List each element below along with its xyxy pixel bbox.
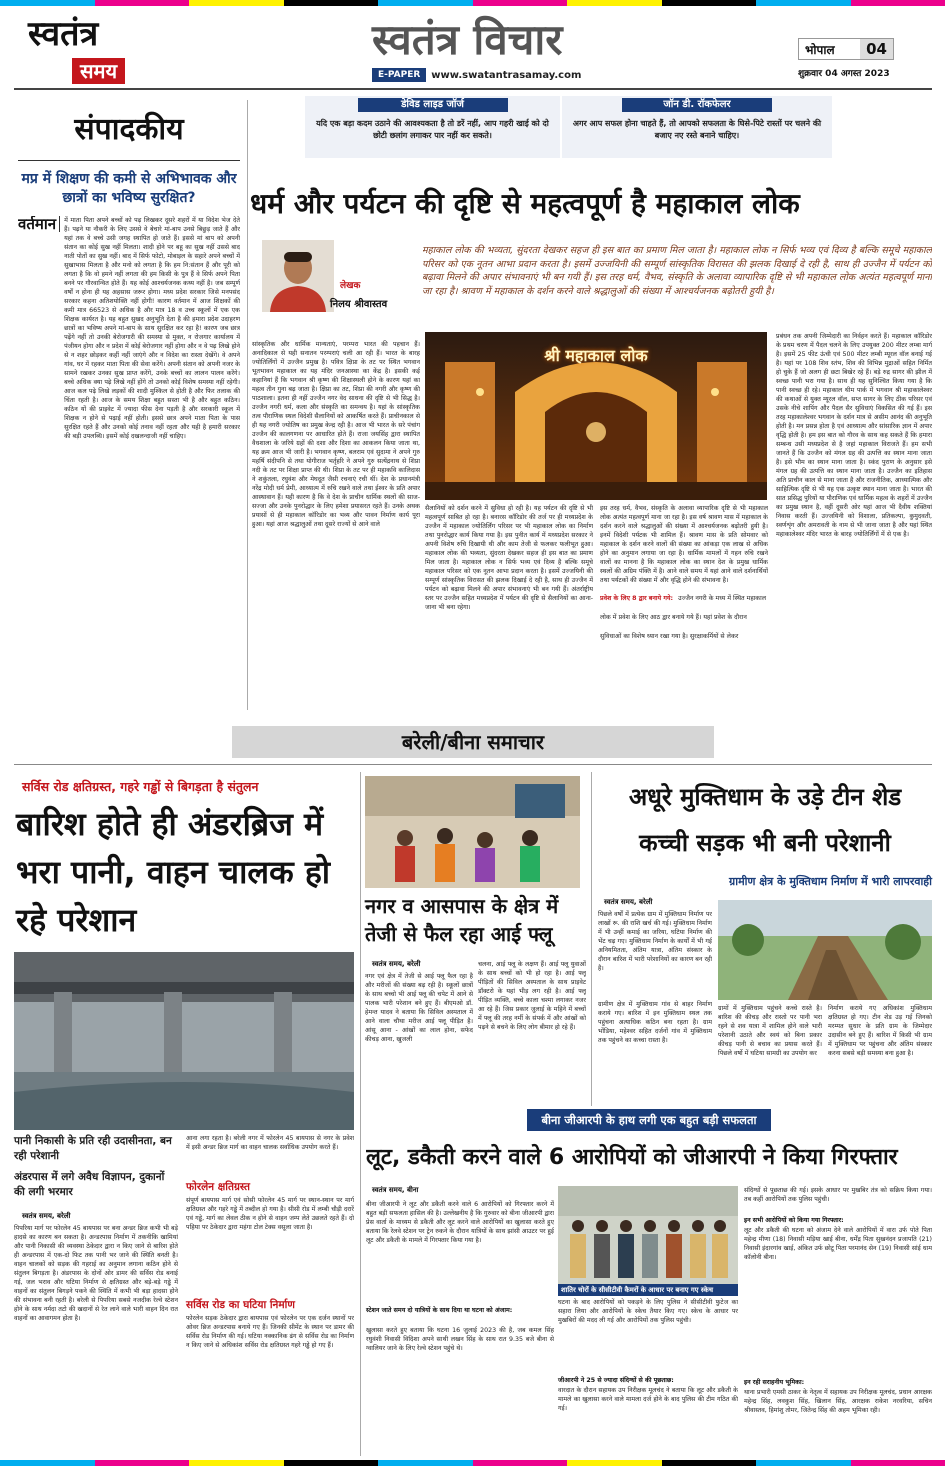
quote-text-1: यदि एक बड़ा कदम उठाने की आवश्यकता है तो डरें नहीं, आप गहरी खाई को दो छोटी छलांग लगाकर पार नहीं कर सकते। [316,119,549,140]
mahakal-photo [425,332,767,500]
lead-col-1: सांस्कृतिक और धार्मिक मान्यताएं, परम्परा भारत की पहचान हैं। अनादिकाल से यही सनातन परम्पराएं चली आ रही हैं। भारत के बारह ज्योतिर्लिंगों में उज्जैन प्रमुख है। पवित्र क्षिप्रा के तट पर स्थित भगवान भूतभावन महाकाल का यह मंदिर जनआस्था का केंद्र है। इसकी कई कहानियां हैं कि भगवान श्री कृष्ण की शिक्षास्थली होने के कारण यहां का महत्व तीन गुना बढ़ जाता है। क्षिप्रा का तट, शिप्रा की नगरी और कृष्ण की पाठशाला। इतना ही नहीं उज्जैन नगर वेद साधना की दृष्टि से भी सिद्ध है। उज्जैन नगरी धर्म, कला और संस्कृति का समन्वय है। यहां के सांस्कृतिक तत्व पौराणिक स्थल विदेशी सैलानियों को आकर्षित करते हैं। प्राचीनकाल से ही यह नगरी ज्योतिष का प्रमुख केन्द्र रही है। आज भी भारत के सरे पंचांग उज्जैन की कालगणना पर आधारित होते हैं। राजा जयसिंह द्वारा स्थापित वैधशाला के जरिये ग्रहों की दशा और दिशा का आकलन किया जाता था, यह क्रम आज भी जारी है। भगवान कृष्ण, बलराम एवं सुदामा ने अपने गुरु महर्षि संदीपनि से तथा योगीराज भर्तृहरि ने अपने गुरु सत्येंद्रनाथ से शिप्रा नदी के तट पर शिक्षा प्राप्त की थी। शिप्रा के तट पर ही महाकवि कालिदास ने शकुंतला, रघुवंश और मेघदूत जैसी रचनाएं रची थीं। देश के प्रधानमंत्री नरेंद्र मोदी धर्म प्रेमी, आध्यात्म में रुचि रखने वाले तथा ईश्वर के प्रति अपार आस्थावान हैं। यही कारण है कि वे देश के प्राचीन धार्मिक स्थलों की साज-सज्जा और उनके पुनरोद्धार के लिए हमेशा प्रयासरत रहते हैं। उनके अथक प्रयासों से ही महाकाल कॉरिडोर का भव्य और पावन निर्माण कार्य पूरा हुआ। यहां आज श्रद्धालुओं तथा दूसरे राज्यों से आने वाले [252,341,420,528]
quote-box-2 [562,96,832,158]
muktidham-byline: स्वतंत्र समय, बरेली [604,898,653,906]
lead-col-2: सैलानियों को दर्शन करने में सुविधा हो रही है। यह पर्यटन की दृष्टि से भी महत्वपूर्ण साबित हो रहा है। बनारस कॉरिडोर की तर्ज पर ही मध्यप्रदेश के उज्जैन में महाकाल ज्योतिर्लिंग परिसर पर भी महाकाल लोक का निर्माण तथा पुनरोद्धार कार्य किया गया है। इस पुनीत कार्य में मध्यप्रदेश सरकार ने अपनी विशेष रुचि दिखायी थी और काम तेजी से फलकर फलीभूत हुआ। महाकाल लोक की भव्यता, सुंदरता देखकर सहज ही इस बात का प्रमाण मिल जाता है। महाकाल लोक न सिर्फ भव्य एवं दिव्य है बल्कि समूचे महाकाल परिसर को एक नूतन आभा प्रदान करता है। इसमें उज्जयिनी की सम्पूर्ण सांस्कृतिक विरासत की झलक दिखाई दे रही है, साथ ही उज्जैन में पर्यटन को बढ़ावा मिलने की अपार संभावनाएं भी बन गयी हैं। अंतर्राष्ट्रीय स्तर पर उज्जैन सहित मध्यप्रदेश में पर्यटन की दृष्टि से सैलानियों का आना-जाना भी बना रहेगा। [425,505,593,611]
muktidham-body-4: निर्माण कराये गए अधिकांश मुक्तिधाम क्षतिग्रस्त हो गए। टीन शेड उड़ गई जिनको मरम्मत सुधार के प्रति ग्राम के जिम्मेदार उदासीन बने हुए हैं। बारिश में किसी भी ग्राम में मुक्तिधाम पर पहुंचना और अंतिम संस्कार करना सबसे बड़ी समस्या बना हुआ है। [828,1005,932,1057]
flooded-underpass-illustration [14,952,354,1130]
registration-strip [0,0,945,6]
muktidham-headline-2: कच्ची सड़क भी बनी परेशानी [639,829,891,857]
muktidham-kicker: ग्रामीण क्षेत्र के मुक्तिधाम निर्माण में भारी लापरवाही [729,875,932,888]
logo[interactable] [28,14,148,86]
editorial-rule [18,160,240,161]
grp-sub-1: स्टेशन जाते समय दो यात्रियों के साथ दिया था घटना को अंजाम: [366,1307,513,1314]
site-url[interactable]: www.swatantrasamay.com [431,69,582,81]
bottom-left-divider [360,772,361,1456]
lead-intro: महाकाल लोक की भव्यता, सुंदरता देखकर सहज ही इस बात का प्रमाण मिल जाता है। महाकाल लोक न सिर्फ भव्य एवं दिव्य है बल्कि समूचे महाकाल परिसर को एक नूतन आभा प्रदान करता है। इसमें उज्जयिनी की सम्पूर्ण सांस्कृतिक विरासत की झलक दिखाई दे रही है, साथ ही उज्जैन में पर्यटन को बढ़ावा मिलने की अपार संभावनाएं भी बन गयी हैं। इस तरह धर्म, वैभव, संस्कृति के अलावा व्यापारिक दृष्टि से भी महाकाल लोक अत्यंत महत्वपूर्ण माना जा रहा है। श्रावण में महाकाल के दर्शन करने वाले श्रद्धालुओं की संख्या में आश्चर्यजनक बढ़ोतरी हुयी है। [422,245,932,297]
masthead-rule [14,88,932,90]
underbridge-side-2: अंडरपास में लगे अवैध विज्ञापन, दुकानों की लगी भरमार [14,1171,165,1198]
writer-portrait-icon [262,240,334,312]
flu-body-2: चलना, आई फ्लू के लक्षण हैं। आई फ्लू युवाओं के साथ बच्चों को भी हो रहा है। आई फ्लू पीड़ितों की सिविल अस्पताल के साथ प्राइवेट डॉक्टरो के यहां भीड़ लग रही है। आई फ्लू पीड़ित व्यक्ति, बच्चे काला चश्मा लगाकर नजर आ रहे हैं। जिस प्रकार जुलाई के महिने में बच्चों में फ्लू की तरह नर्मी के संपर्क में और आंखों को पढ़ने से बचने के लिए लोग बीमार हो रहे हैं। [478,961,586,1031]
lead-headline: धर्म और पर्यटन की दृष्टि से महत्वपूर्ण है महाकाल लोक [250,187,800,220]
underbridge-sub-2: सर्विस रोड का घटिया निर्माण [186,1299,295,1311]
logo-top: स्वतंत्र [28,14,99,54]
edition-box [798,38,894,60]
section-rule [14,764,932,765]
grp-body-2: खुलासा करते हुए बताया कि घटना 16 जुलाई 2023 की है, जब कमल सिंह रघुवंशी निवासी विदिशा अपने साथी लखन सिंह के साथ रात 9.35 बजे बीना से ग्वालियर जाने के लिए रेल्वे स्टेशन पहुंचे थे। [366,1327,554,1352]
underbridge-sub-1: फोरलेन क्षतिग्रस्त [186,1181,250,1193]
quote-author-2: जॉन डी. रॉकफेलर [622,98,772,112]
lead-col-4: प्रबंधन तक अपनी जिम्मेदारी का निर्वहन करते हैं। महाकाल कॉरिडोर के प्रथम चरण में पैदल चलने के लिए उपयुक्त 200 मीटर लम्बा मार्ग है। इसमें 25 फीट ऊंची एवं 500 मीटर लम्बी म्यूरल वॉल बनाई गई है। यहां पर 108 शिव स्तंभ, शिव की विभिन्न मुद्राओं सहित निर्मित हो चुके हैं जो अलग ही छटा बिखेर रहे हैं। बड़े रुद्र सागर की झील में स्वच्छ पानी भरा गया है। साथ ही यह सुनिश्चित किया गया है कि पानी स्वच्छ ही रहे। महाकाल थीम पार्क में भगवान श्री महाकालेश्वर की कथाओं से युक्त म्यूरल वॉल, सप्त सागर के लिए ठीक परिसर एवं उसके नीचे शापिंग और पैदल सैर सुविधाएं विकसित की गई हैं। इस तरह महाकालेश्वर भगवान के दर्शन मात्र से असीम आनंद की अनुभूति होती है। मन प्रसन्न होता है एवं आध्यात्म और सांसारिक ज्ञान में अपार वृद्धि होती है। हम इस बात को गौरव के साथ कह सकते हैं कि हमारा सम्बन्ध उसी मध्यप्रदेश से है जहां महाकाल विराजते हैं। हम सभी जानते हैं कि उज्जैन को मंगल ग्रह की उत्पत्ति का स्थान माना जाता है। इसे भौम का स्थान माना जाता है। स्कंद पुराण के अनुसार इसे मंगल ग्रह की उत्पत्ति का स्थान माना जाता है। उज्जैन का इतिहास अति प्राचीन काल से माना जाता है और राजनीतिक, आध्यात्मिक और साहित्यिक दृष्टि से भी यह एक उत्कृष्ट स्थान माना जाता है। भारत की सात प्रसिद्ध पुरियों या पौराणिक एवं धार्मिक महत्व के शहरों में उज्जैन का प्रमुख स्थान है, वहीं दूसरी ओर यहां आज भी दैवीय शक्तियां निवास करती हैं। उज्जयिनी को विशाला, प्रतिकल्पा, कुमुदवती, स्वर्णशृंग और अमरावती के नाम से भी जाना जाता है और यहां स्थित महाकालेश्वर मंदिर भारत के बारह ज्योतिर्लिंगों में से एक है। [776,333,932,538]
grp-body-6: लूट और डकैती की घटना को अंजाम देने वाले आरोपियों में वारा उर्फ पोते पिता महेन्द्र मीणा (18) निवासी मड़िया खाई बीना, धर्मेंद्र पिता सुखनंदन प्रजापति (21) निवासी इंदारगांव खाई, अंकित उर्फ छोटू पिता परमानंद सेन (19) निवासी सांई धाम कॉलोनी बीना। [744,1227,932,1261]
police-with-accused-illustration [558,1186,738,1284]
grp-body-1: बीना जीआरपी ने लूट और डकैती करने वाले 6 आरोपियों को गिरफ्तार करने में बहुत बड़ी सफलता हासिल की है। उल्लेखनीय है कि गुरुवार को बीना जीआरपी द्वारा प्रेस वार्ता के माध्यम से डकैती और लूट करने वाले आरोपियों का खुलासा करते हुए बताया कि रेलवे स्टेशन पर ट्रेन रुकने के दौरान यात्रियों के साथ झांसी आउटर पर हुई लूट और डकैती के मामले में गिरफ्तार किया गया है। [366,1201,554,1244]
grp-caption: शातिर चोरों के सीसीटीवी कैमरों के आधार पर बनाए गए स्केच [558,1284,738,1296]
flu-photo [365,776,580,888]
quote-box-1 [305,96,560,158]
grp-kicker: बीना जीआरपी के हाथ लगी एक बहुत बड़ी सफलता [527,1109,770,1131]
quote-text-2: अगर आप सफल होना चाहते हैं, तो आपको सफलता के घिसे-पिटे रास्तों पर चलने की बजाए नए रस्ते बनाने चाहिए। [572,119,822,140]
underbridge-kicker: सर्विस रोड क्षतिग्रस्त, गहरे गड्ढों से बिगड़ता है संतुलन [22,779,259,794]
editorial-divider [247,100,248,710]
edition-city: भोपाल [805,42,835,57]
epaper-bar [372,68,612,82]
editorial-body: में माता पिता अपने बच्चों को पढ़ लिखकर दूसरे शहरों में या विदेश भेज देते हैं। पढ़ने या नौकरी के लिए उससे वे बेचारे मां-बाप उनसे बिछुड़ जाते हैं और यहां तक वे बच्चे उसी जगह स्थापित हो जाते हैं। इससे मां बाप को अपनी संतान का कोई सुख नहीं मिलता। शादी होने पर बहू का सुख नहीं उससे बाद नाती पोतों का सुख नहीं। बाद में सिर्फ फोटो, मोबाइल के सहारे अपने बच्चों में सुखाभास मिलता है और मनो को लगता है कि हम नि:संतान हैं और पूरी को लगता है कि वो हमने नहीं लगता की हम किसी के पुत्र हैं वे सिर्फ अपने पिता बनने पर गौरवान्वित होते हैं। यह कोई आश्चर्यजनक कथ्य नहीं है। जब सम्पूर्ण वर्षों न होना ही यह अहसास जरूर होगा। मध्य प्रदेश सरकार जिसे मनपसंद सरकार कहना अतिशयोक्ति नहीं होगी! कारण वर्तमान में आज शिक्षकों की कमी मात्र 66523 से अधिक है और मात्र 18 व उच्च स्कूलों में एक एक शिक्षक कार्यरत है। यह बहुत सुखद अनुभूति देता है की हमारा प्रदेश उदाहरण छात्रों का भविष्य अपने मां-बाप के साथ सुरक्षित कर रहा है! कारण जब छात्र पढ़ेंगे नहीं तो उनकी बेरोजगारी की समस्या से मुक्त, न रोजगार कार्यालय में पंजीयन होगा और न प्रदेश में कोई बेरोजगार नहीं होगा और न वे पढ़ लिखे होने से न शहर छोड़कर कहीं नहीं जाएंगे और न विदेश का रास्ता देखेंगे। वे अपने गांव, घर में रहकर माता पिता की सेवा करेंगे। अपनी संतान को अपनी नजर के सामने रखकर उनका सुख प्राप्त करेंगे, उनके बच्चों का लालन पालन करेंगे। बच्चे अधिक क्या पढ़े लिखे नहीं होंगे तो उनको कोई विशेष समस्या नहीं रहेगी। आज कल पढ़े लिखे लड़कों की शादी मुश्किल से होती है और फिर तलाक की चिंता रहती है। आज के समय शिक्षा बहुत सस्ता भी है और बहुत कठिन। कठिन यों की प्राइवेट में ज्यादा फीस देना पड़ती है और सरकारी स्कूल में शिक्षक न होने से पढ़ाई नहीं होती। इससे छात्र अपने माता पिता के पास सुरक्षित रहते हैं और उनको कोई तनाव नहीं रहता और यही है हमारी सरकार की बड़ी उपलब्धि। इसमें कोई दखलन्दाजी नहीं चाहिए। [64,217,240,440]
mid-divider [591,772,592,1106]
writer-label: लेखक [340,281,361,291]
epaper-label: E-PAPER [372,68,426,82]
muktidham-body-3: ग्रामों में मुक्तिधाम पहुंचने कच्चे रास्ते है। बारिश की कीचड़ और रास्तो पर पानी भरा रहने से शव यात्रा में शामिल होने वाले भारी परेशानी उठाते और स्वयं को बिना प्रकार कीचड़ पानी से बचाव का प्रयास करते हैं। पिछले वर्षो में घटिया सामग्री का उपयोग कर [718,1005,822,1057]
logo-bottom: समय [72,58,125,84]
underbridge-body-1: पिपरिया मार्ग पर फोरलेन 45 बायपास पर बना अन्डर ब्रिज कभी भी बड़े हादसे का कारण बन सकता है। अन्डरपास निर्माण में तकनीकि खामियां और पानी निकासी की व्यवस्था ठेकेदार द्वारा न किए जाने से बारिश होते ही अन्डरपास में एक-दो फिट तक पानी भर जाने की स्थिति बनती है। वाहन चालकों को सड़क की गहराई का अनुमान लगाना कठिन होने से संतुलन बिगड़ता है। अंडरपास के दोनों ओर डामर की सर्विस रोड बनाई गई, जल भराव और घटिया निर्माण से क्षतिग्रस्त और बड़े-बड़े गड्ढे में वाहनों का संतुलन बिगड़ने पकने की स्थिति में कभी भी बड़ा हादसा होने की संभावना बनी रहती है। बरेली से पिपरिया सबसे नजदीक रेल्वे स्टेशन होने के साथ नर्मदा तटो की खदानों से रेत लाने वाले भारी वाहन दिन रात वाहनों का आवागमन होता है। [14,1225,178,1322]
underbridge-byline: स्वतंत्र समय, बरेली [22,1212,71,1220]
grp-headline: लूट, डकैती करने वाले 6 आरोपियों को जीआरपी ने किया गिरफ्तार [366,1145,898,1170]
writer-photo [262,240,334,312]
grp-byline: स्वतंत्र समय, बीना [372,1186,419,1194]
bottom-registration-strip [0,1460,945,1466]
masthead-title: स्वतंत्र विचार [372,15,563,64]
muktidham-photo [718,900,932,1000]
grp-sub-3: इन सभी आरोपियों को किया गया गिरफ्तार: [744,1217,844,1224]
grp-body-4: वारदात के दौरान सहायक उप निरीक्षक मूलचंद ने बताया कि लूट और डकैती के मामले का खुलासा करने वाले मामला दर्ज होने के बाद पुलिस की टीम गठित की गई। [558,1387,738,1412]
flu-body-1: नगर एवं क्षेत्र में तेजी से आई फ्लू फैल रहा है और मरीजों की संख्या बढ़ रही है। स्कूलों छात्रों के साथ बच्चो भी आई फ्लू की चपेट में आने से पालक भारी परेशान बने हुए हैं। बीएमओ डॉ. हेमन्त यादव ने बताया कि सिविल अस्पताल में आने वाला चौथा मरीज आई फ्लू पीड़ित है। आंसू आना - आंखों का लाल होना, सफेद कीचड़ आना, खुजली [365,973,473,1043]
grp-sub-2: जीआरपी ने 25 से ज्यादा संदिग्धों से की पूछताछ: [558,1377,674,1384]
grp-body-3: घटना के बाद आरोपियों को पकड़ने के लिए पुलिस ने सीसीटीवी फुटेज का सहारा लिया और आरोपियों के स्केच तैयार किए गए। स्केच के आधार पर मुखबिरों की मदद ली गई और आरोपियों तक पुलिस पहुंची। [558,1299,738,1324]
underbridge-body-4: फोरलेन सड़क ठेकेदार द्वारा बायपास एवं फोरलेन पर एक दर्जन स्थानों पर ओवर ब्रिज अन्डरपास बनाये गए हैं। जिनकी सीमेंट के स्थान पर डामर की सर्विस रोड निर्माण की गई। घटिया नक्कानिक ढंग से सर्विस रोड का निर्माण न किए जाने से अधिकांश सर्विस रोड क्षतिग्रस्त गहरे गड्ढे हो गए हैं। [186,1315,354,1349]
photo-sign: श्री महाकाल लोक [544,346,648,365]
flu-byline: स्वतंत्र समय, बरेली [372,960,421,968]
section-banner: बरेली/बीना समाचार [232,726,714,758]
grp-body-5: संदिग्धों से पूछताछ की गई। इसके आधार पर मुखबिर तंत्र को सक्रिय किया गया। तब कहीं आरोपियों तक पुलिस पहुंची। [744,1187,932,1203]
hospital-crowd-illustration [365,776,580,888]
quote-author-1: डेविड लाइड जॉर्ज [358,98,508,112]
underbridge-body-2: आना लगा रहता है। बरेली नगर में फोरलेन 45 बायपास से नगर के प्रवेश में इसी अन्डर ब्रिज मार्ग का वाहन चालक सर्वाधिक उपयोग करते हैं। [186,1135,354,1151]
editorial-dropcap: वर्तमान [18,216,60,232]
lead-col-3 [600,504,768,710]
issue-date: शुक्रवार 04 अगस्त 2023 [798,69,890,79]
muktidham-body-1: पिछले वर्षों में प्रत्येक ग्राम में मुक्तिधाम निर्माण पर लाखों रू. की राशि खर्च की गई। मुक्तिधाम निर्माण में भी उन्हीं कमाई का जरिया, घटिया निर्माण की भेंट चढ़ गए। मुक्तिधाम निर्माण के कार्यों में भी गई अनियमितता, अंतिम यात्रा, अंतिम संस्कार के दौरान बारिश में भारी परेशानियों का कारण बन रही है। [598,911,712,972]
page-number: 04 [860,39,893,59]
flu-headline: नगर व आसपास के क्षेत्र में तेजी से फैल रहा आई फ्लू [365,894,559,946]
muktidham-headline-1: अधूरे मुक्तिधाम के उड़े टीन शेड [628,783,902,811]
underbridge-side-1: पानी निकासी के प्रति रही उदासीनता, बन रही परेशानी [14,1135,172,1162]
grp-body-7: थाना प्रभारी एमसी ठाकर के नेतृत्व में सहायक उप निरीक्षक मूलचंद, प्रधान आरक्षक महेन्द्र सिंह, लवकुश सिंह, खिलान सिंह, आरक्षक राकेश नरवरिया, सचिन श्रीवास्तव, हिमांशु तोमर, जितेन्द्र सिंह की अहम भूमिका रही। [744,1389,932,1414]
underbridge-headline: बारिश होते ही अंडरब्रिज में भरा पानी, वाहन चालक हो रहे परेशान [16,805,331,939]
grp-sub-4: इन रही सराहनीय भूमिका: [744,1379,805,1386]
muktidham-body-2: ग्रामीण क्षेत्र में मुक्तिधाम गांव से बाहर निर्माण कराये गए। बारिश में इन मुक्तिधाम स्थल तक पहुंचना अत्याधिक कठिन बना रहता है। ग्राम भोंडिया, महेश्वर सहित दर्जनों गांव में मुक्तिधाम तक पहुंचने का कच्चा रास्ता है। [598,1001,712,1044]
editorial-headline: मप्र में शिक्षण की कमी से अभिभावक और छात्रों का भविष्य सुरक्षित? [21,171,237,206]
writer-name: निलय श्रीवास्तव [330,299,388,310]
grp-kicker-bar [366,1108,932,1132]
lead-col-3-sub: प्रवेश के लिए 8 द्वार बनाये गये: [600,595,674,602]
lead-col-3-text: इस तरह धर्म, वैभव, संस्कृति के अलावा व्यापारिक दृष्टि से भी महाकाल लोक अत्यंत महत्वपूर्ण माना जा रहा है। इस वर्ष श्रावण मास में महाकाल के दर्शन करने वाले श्रद्धालुओं की संख्या में आश्चर्यजनक बढ़ोतरी हुयी है। इनमें विदेशी पर्यटक भी शामिल हैं। श्रावण मास के प्रति सोमवार को महाकाल के दर्शन करने वालों की संख्या का आंकड़ा एक लाख से अधिक होने का अनुमान लगाया जा रहा है। धार्मिक मामलों में गहन रुचि रखने वालों का मानना है कि महाकाल लोक का स्थान देश के प्रमुख धार्मिक स्थलों की अग्रिम पंक्ति में है। आने वाले समय में यहां आने वाले दर्शनार्थियों तथा पर्यटकों की संख्या में और वृद्धि होने की संभावना है। [600,505,768,584]
underbridge-photo [14,952,354,1130]
lead-col-3-text-b: उज्जैन नगरी के मध्य में स्थित महाकाल लोक में प्रवेश के लिए आठ द्वार बनाये गये हैं। यहां प्रवेश के दौरान सुविधाओं का विशेष ध्यान रखा गया है। सुरक्षाकर्मियों से लेकर [600,595,767,640]
muddy-road-illustration [718,900,932,1000]
editorial-section-label: संपादकीय [74,112,184,147]
underbridge-body-3: संपूर्ण बायपास मार्ग एवं सोसी फोरलेन 45 मार्ग पर स्थान-स्थान पर मार्ग क्षतिग्रस्त और गहरे गड्ढे में तब्दील हो गया है। सीसी रोड में लम्बी चौड़ी दरारें एवं गड्ढे, मार्ग का लेवल ठीक न होने से वाहन जम्प लेते उछलते रहते हैं। दो पहिया पर ठेकेदार द्वारा महंगा टोल टेक्स वसूला जाता है। [186,1197,354,1231]
editorial-body-wrap [18,216,240,708]
grp-photo [558,1186,738,1284]
